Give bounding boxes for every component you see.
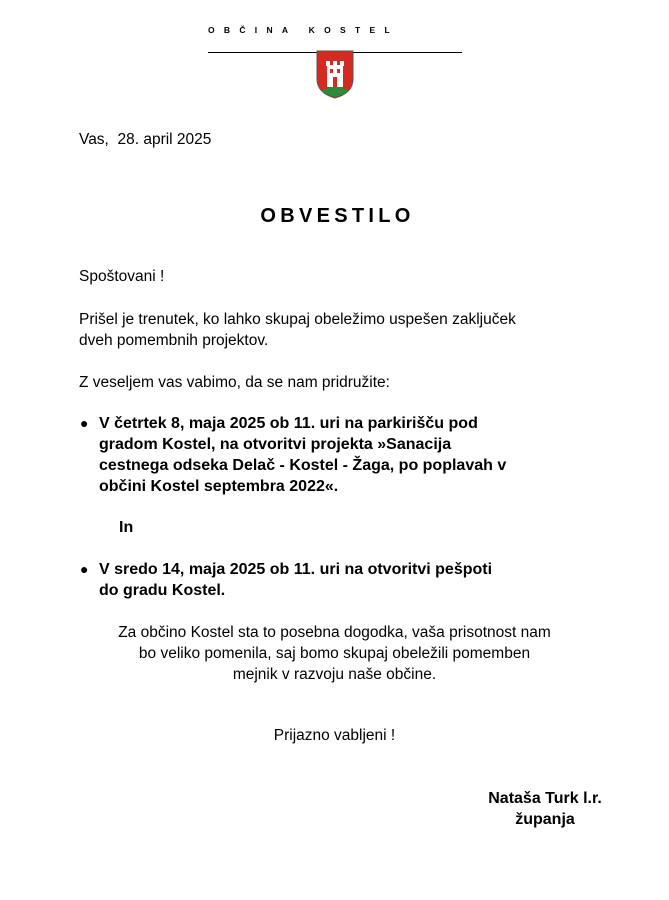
connector-text: In [119, 519, 134, 536]
intro-line-2: dveh pomembnih projektov. [79, 332, 269, 349]
intro-paragraph [79, 309, 516, 351]
invitation-text: Z veseljem vas vabimo, da se nam pridružite: [79, 374, 390, 391]
event-1-line-4: občini Kostel septembra 2022«. [99, 478, 339, 495]
event-1-line-2: gradom Kostel, na otvoritvi projekta »Sanacija [99, 436, 452, 453]
closing-line-3: mejnik v razvoju naše občine. [232, 666, 437, 683]
signature-block [470, 788, 620, 830]
signature-name: Nataša Turk l.r. [488, 790, 602, 807]
event-item [80, 559, 493, 601]
signature-role: županja [515, 811, 575, 828]
closing-line-2: bo veliko pomenila, saj bomo skupaj obeležili pomemben [138, 645, 531, 662]
event-1-line-3: cestnega odseka Delač - Kostel - Žaga, po poplavah v [99, 457, 507, 474]
regards-text: Prijazno vabljeni ! [273, 727, 396, 744]
document-title: OBVESTILO [260, 205, 415, 227]
event-2-line-2: do gradu Kostel. [99, 582, 226, 599]
greeting: Spoštovani ! [79, 268, 165, 285]
bullet-icon: ● [80, 415, 89, 431]
bullet-icon: ● [80, 561, 89, 577]
kostel-coat-of-arms-icon [313, 49, 357, 99]
intro-line-1: Prišel je trenutek, ko lahko skupaj obeležimo uspešen zaključek [79, 311, 516, 328]
letterhead-title: OBČINA KOSTEL [208, 25, 399, 35]
closing-line-1: Za občino Kostel sta to posebna dogodka, vaša prisotnost nam [118, 624, 551, 641]
event-item [80, 413, 507, 497]
event-1-line-1: V četrtek 8, maja 2025 ob 11. uri na parkirišču pod [99, 415, 478, 432]
letter-date: Vas, 28. april 2025 [79, 131, 212, 148]
event-2-line-1: V sredo 14, maja 2025 ob 11. uri na otvoritvi pešpoti [99, 561, 493, 578]
closing-paragraph [0, 622, 669, 685]
